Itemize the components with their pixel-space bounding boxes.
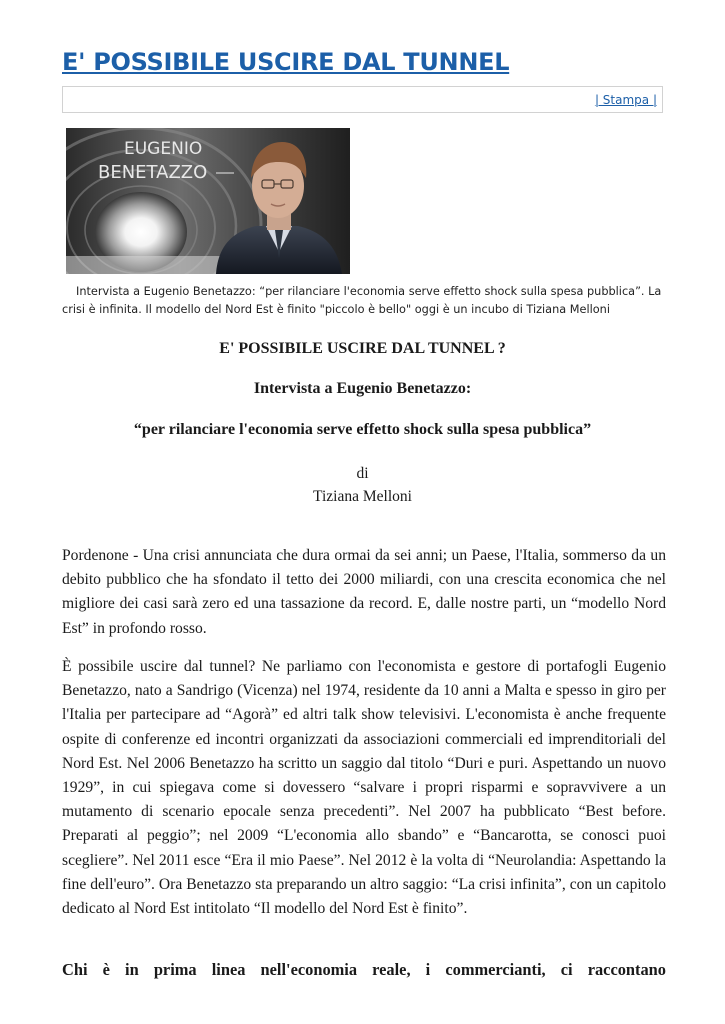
article-title-link[interactable]: E' POSSIBILE USCIRE DAL TUNNEL — [62, 48, 510, 76]
body-paragraph-1: Pordenone - Una crisi annunciata che dura ormai da sei anni; un Paese, l'Italia, sommerso da un debito pubblico che ha sfondato il tetto dei 2000 miliardi, con una crescita economica che nel migliore dei casi sarà zero ed una tassazione da record. E, dalle nostre parti, un “modello Nord Est” in profondo rosso. — [62, 547, 666, 637]
print-link[interactable]: | Stampa | — [594, 93, 657, 107]
tunnel-portrait-image — [66, 128, 350, 274]
byline-di: di — [356, 465, 369, 482]
overlay-name-line2: BENETAZZO — [98, 162, 208, 183]
image-caption: Intervista a Eugenio Benetazzo: “per rilanciare l'economia serve effetto shock sulla spesa pubblica”. La crisi è infinita. Il modello del Nord Est è finito "piccolo è bello" oggi è un incubo di Tiziana Melloni — [62, 285, 662, 316]
article-image — [66, 128, 350, 274]
print-toolbar — [62, 86, 663, 113]
body-paragraph-3: Chi è in prima linea nell'economia reale, i commercianti, ci raccontano — [62, 960, 666, 979]
byline-author: Tiziana Melloni — [313, 488, 412, 505]
body-paragraph-2: È possibile uscire dal tunnel? Ne parliamo con l'economista e gestore di portafogli Eugenio Benetazzo, nato a Sandrigo (Vicenza) nel 1974, residente da 10 anni a Malta e spesso in giro per l'Italia per partecipare ad “Agorà” ed altri talk show televisivi. L'economista è anche frequente ospite di conferenze ed incontri organizzati da associazioni commerciali ed imprenditoriali del Nord Est. Nel 2006 Benetazzo ha scritto un saggio dal titolo “Duri e puri. Aspettando un nuovo 1929”, in cui spiegava come si dovessero “salvare i propri risparmi e sopravvivere a un mutamento di scenario epocale senza precedenti”. Nel 2007 ha pubblicato “Best before. Preparati al peggio”; nel 2009 “L'economia allo sbando” e “Bancarotta, se conosci puoi scegliere”. Nel 2011 esce “Era il mio Paese”. Nel 2012 è la volta di “Neurolandia: Aspettando la fine dell'euro”. Ora Benetazzo sta preparando un altro saggio: “La crisi infinita”, con un capitolo dedicato al Nord Est intitolato “Il modello del Nord Est è finito”. — [62, 658, 666, 918]
interview-quote-heading: “per rilanciare l'economia serve effetto shock sulla spesa pubblica” — [133, 421, 592, 438]
interview-heading: Intervista a Eugenio Benetazzo: — [253, 380, 472, 397]
overlay-name-line1: EUGENIO — [124, 139, 203, 159]
article-heading: E' POSSIBILE USCIRE DAL TUNNEL ? — [219, 340, 506, 357]
